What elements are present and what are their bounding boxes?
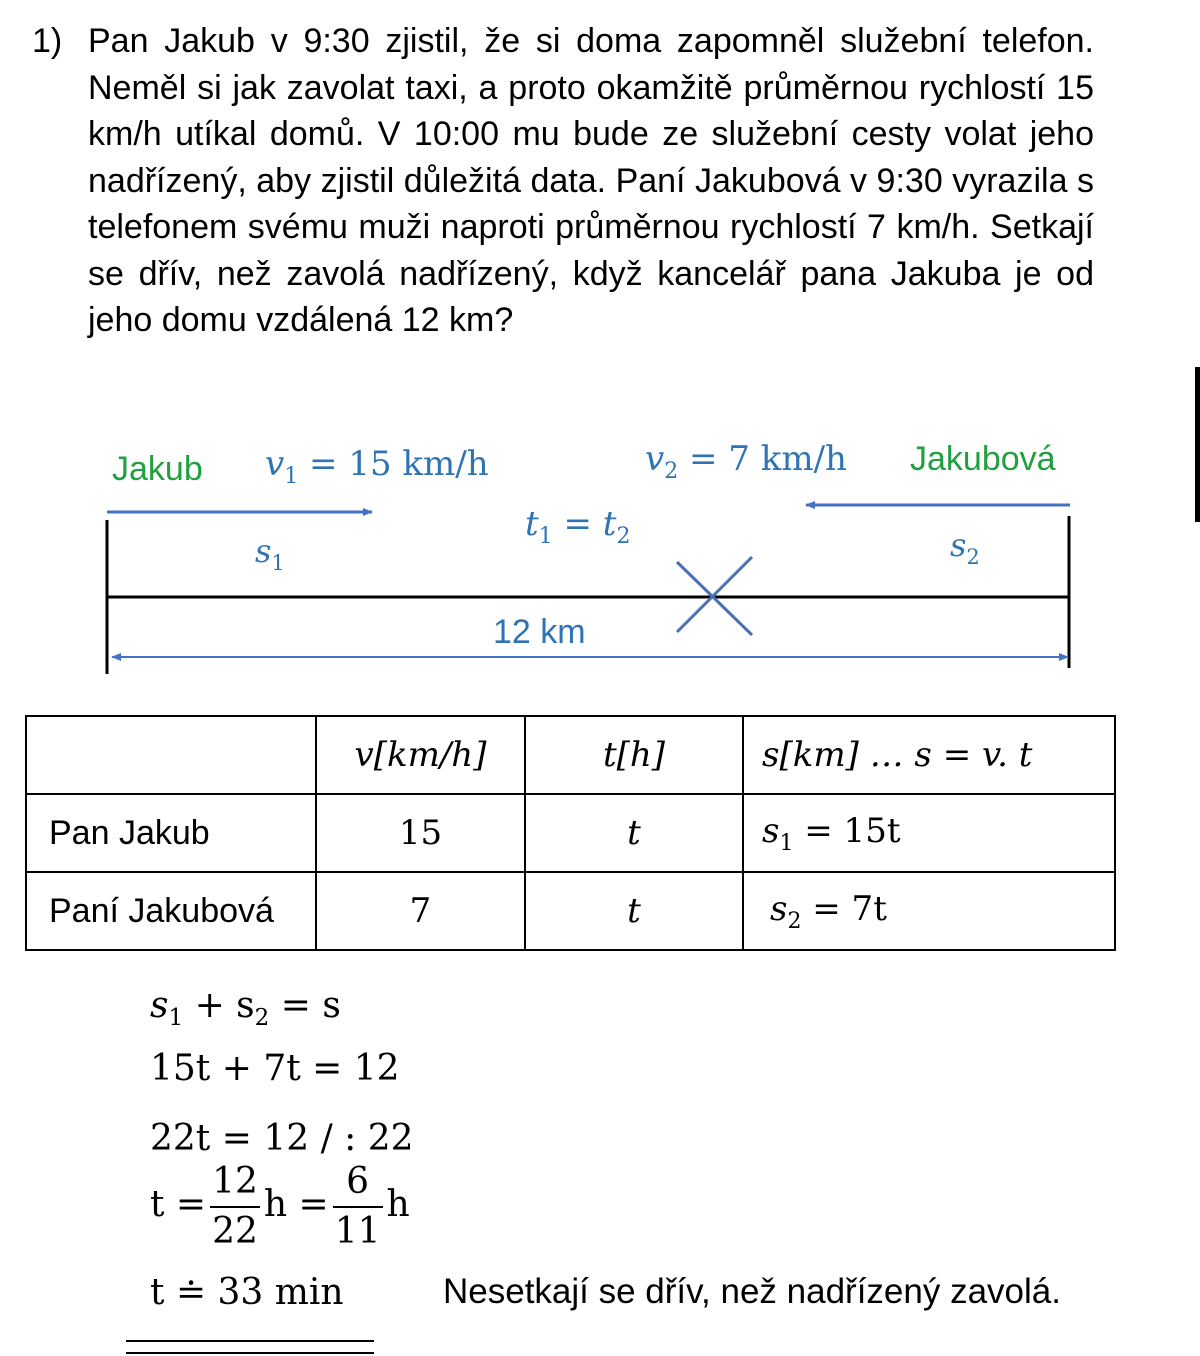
table-row — [26, 872, 1115, 950]
fraction-lhs: t = — [150, 1184, 207, 1225]
v2-label: $v_2 = 7$ km/h — [645, 439, 847, 484]
equation-sum — [150, 985, 341, 1031]
distance-sub: 2 — [787, 908, 802, 934]
fraction-mid: h = — [263, 1184, 329, 1225]
v1-label: $v_1 = 15$ km/h — [265, 444, 489, 489]
distance-var: s — [770, 888, 788, 929]
jakubova-label: Jakubová — [910, 440, 1056, 478]
equation-combined: 22t = 12 / : 22 — [150, 1118, 414, 1159]
row-label: Pan Jakub — [26, 794, 316, 872]
equation-fraction — [150, 1160, 410, 1254]
problem-number: 1) — [32, 22, 63, 60]
distance-expr: = 7t — [801, 888, 887, 929]
distance-var: s — [762, 810, 780, 851]
velocity-cell: 7 — [316, 872, 525, 950]
eq-s2-var: + s — [183, 985, 255, 1026]
table-header-row — [26, 716, 1115, 794]
fraction-denominator: 22 — [212, 1211, 258, 1252]
time-cell: t — [525, 872, 743, 950]
eq-s1-var: s — [150, 985, 169, 1026]
s2-label: $s_2$ — [950, 526, 980, 569]
distance-sub: 1 — [779, 830, 794, 856]
eq-s1-sub: 1 — [168, 1005, 184, 1032]
distance-cell — [743, 872, 1115, 950]
table-row — [26, 794, 1115, 872]
meeting-cross-stroke-b — [677, 557, 752, 632]
time-cell: t — [525, 794, 743, 872]
fraction-6-11 — [333, 1160, 383, 1254]
data-table — [25, 715, 1116, 951]
distance-cell — [743, 794, 1115, 872]
s1-label: $s_1$ — [255, 532, 285, 575]
row-label: Paní Jakubová — [26, 872, 316, 950]
time-equality-label: $t_1 = t_2$ — [525, 504, 631, 549]
eq-s2-sub: 2 — [254, 1005, 270, 1032]
result-double-underline-top — [126, 1340, 374, 1342]
distance-expr: = 15t — [793, 810, 901, 851]
fraction-12-22 — [210, 1160, 260, 1254]
header-cell-empty — [26, 716, 316, 794]
distance-label: 12 km — [493, 613, 586, 651]
header-cell-distance: s[km] … s = v. t — [743, 716, 1115, 794]
problem-statement: Pan Jakub v 9:30 zjistil, že si doma zapomněl služební telefon. Neměl si jak zavolat taxi, a proto okamžitě průměrnou rychlostí 15 km/h utíkal domů. V 10:00 mu bude ze služební cesty volat jeho nadřízený, aby zjistil důležitá data. Paní Jakubová v 9:30 vyrazila s telefonem svému muži naproti průměrnou rychlostí 7 km/h. Setkají se dřív, než zavolá nadřízený, když kancelář pana Jakuba je od jeho domu vzdálená 12 km? — [88, 22, 1094, 339]
equation-substituted: 15t + 7t = 12 — [150, 1048, 400, 1089]
eq-s-total: = s — [269, 985, 341, 1026]
fraction-numerator: 12 — [210, 1160, 260, 1208]
fraction-denominator: 11 — [334, 1211, 381, 1252]
velocity-cell: 15 — [316, 794, 525, 872]
equation-result: t ≐ 33 min — [150, 1272, 344, 1313]
fraction-unit: h — [386, 1184, 410, 1225]
header-cell-velocity: v[km/h] — [316, 716, 525, 794]
header-cell-time: t[h] — [525, 716, 743, 794]
jakub-label: Jakub — [112, 450, 203, 488]
motion-diagram — [0, 430, 1200, 680]
fraction-numerator: 6 — [333, 1160, 383, 1208]
result-double-underline-bottom — [126, 1352, 374, 1354]
conclusion-text: Nesetkají se dřív, než nadřízený zavolá. — [443, 1272, 1061, 1311]
